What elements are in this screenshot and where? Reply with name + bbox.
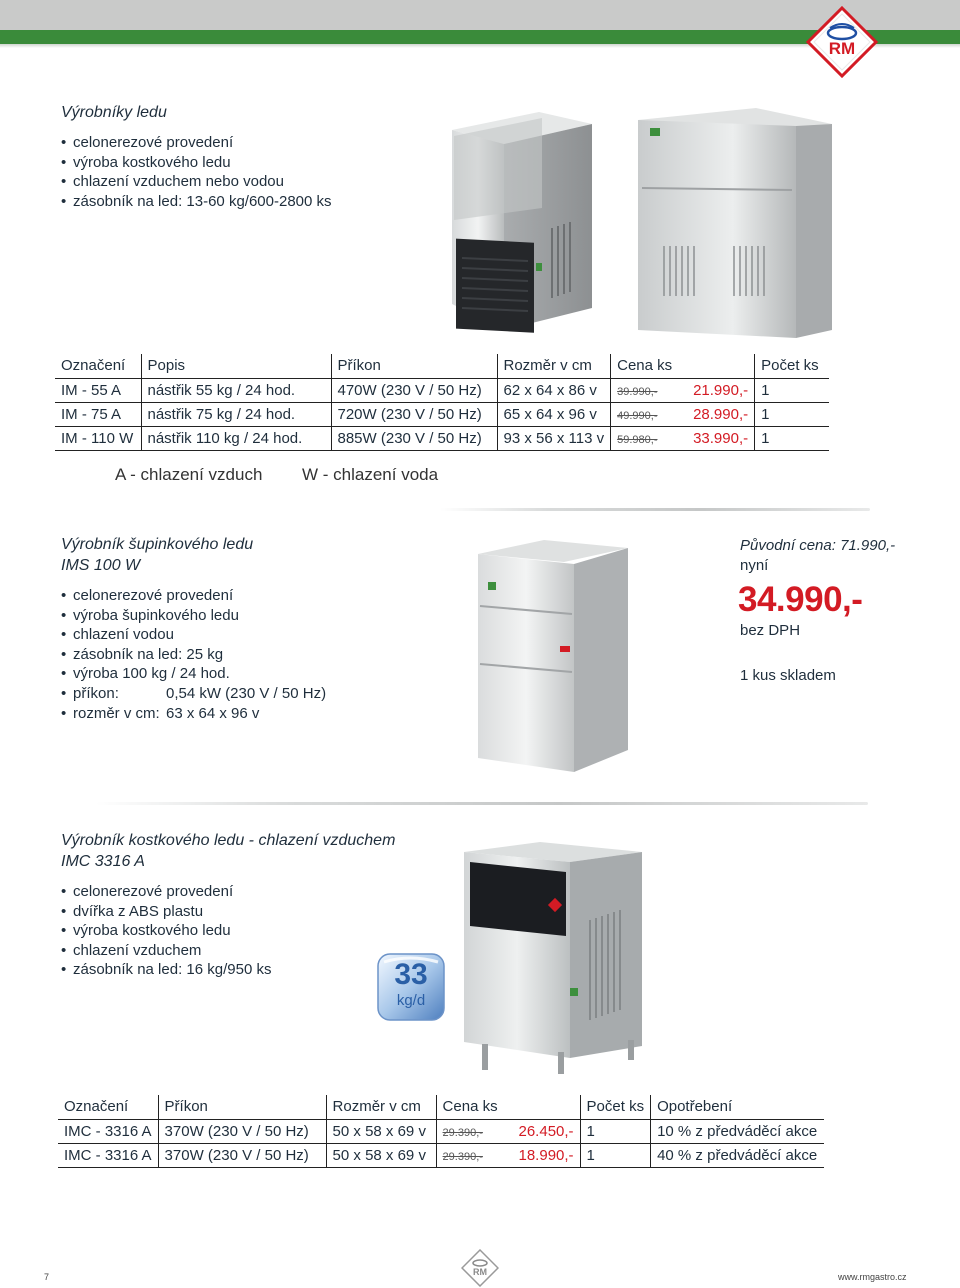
vat-note: bez DPH <box>740 622 801 639</box>
table-row <box>58 1143 824 1167</box>
table-header-cell: Počet ks <box>580 1095 651 1119</box>
power-label: příkon: <box>73 684 119 702</box>
section3-bullet: • dvířka z ABS plastu <box>61 902 271 922</box>
stock-status: 1 kus skladem <box>740 667 836 684</box>
section1-bullet: • zásobník na led: 13-60 kg/600-2800 ks <box>61 192 332 212</box>
table-header-cell: Popis <box>141 354 331 378</box>
section1-bullet: • chlazení vzduchem nebo vodou <box>61 172 332 192</box>
logo-text: RM <box>828 39 856 58</box>
section2-bullet <box>61 684 326 704</box>
new-price: 26.450,- <box>518 1122 574 1140</box>
cube-ice-maker-image <box>460 840 646 1076</box>
product-power: 470W (230 V / 50 Hz) <box>331 378 497 402</box>
section1-bullet: • celonerezové provedení <box>61 133 332 153</box>
original-price-block <box>740 536 900 576</box>
section1-bullet: • výroba kostkového ledu <box>61 153 332 173</box>
section2-bullet: • chlazení vodou <box>61 625 326 645</box>
price-cell <box>611 402 755 426</box>
table-header-cell: Cena ks <box>436 1095 580 1119</box>
product-code: IMC - 3316 A <box>58 1143 158 1167</box>
section2-title: Výrobník šupinkového ledu <box>61 536 254 553</box>
table-header-cell: Označení <box>58 1095 158 1119</box>
section3-bullet: • zásobník na led: 16 kg/950 ks <box>61 960 271 980</box>
section3-model: IMC 3316 A <box>61 853 145 870</box>
section2-model: IMS 100 W <box>61 557 141 574</box>
table-header-cell: Příkon <box>331 354 497 378</box>
table-header-cell: Opotřebení <box>657 1098 733 1116</box>
table-header-cell: Rozměr v cm <box>497 354 611 378</box>
product-power: 370W (230 V / 50 Hz) <box>158 1143 326 1167</box>
original-price: Původní cena: 71.990,- <box>740 537 896 554</box>
section3-bullet: • celonerezové provedení <box>61 882 271 902</box>
price-cell <box>611 378 755 402</box>
old-price: 39.990,- <box>617 385 658 398</box>
quantity: 1 <box>580 1119 651 1143</box>
section1-bullets <box>61 133 332 211</box>
table-row <box>58 1119 824 1143</box>
sale-price: 34.990,- <box>738 580 863 619</box>
table-header-cell: Cena ks <box>611 354 755 378</box>
ice-capacity-badge <box>372 948 450 1026</box>
old-price: 29.390,- <box>442 1150 483 1163</box>
section2-bullet: • výroba šupinkového ledu <box>61 606 326 626</box>
product-description: nástřik 55 kg / 24 hod. <box>141 378 331 402</box>
price-cell <box>436 1143 580 1167</box>
footer-logo-text: RM <box>473 1267 487 1277</box>
flake-ice-maker-image <box>474 538 630 774</box>
section3-bullet: • výroba kostkového ledu <box>61 921 271 941</box>
size-value: 63 x 64 x 96 v <box>166 704 260 722</box>
ice-maker-large-image <box>636 106 834 341</box>
section2-bullet: • výroba 100 kg / 24 hod. <box>61 664 326 684</box>
section1-title: Výrobníky ledu <box>61 104 167 121</box>
new-price: 21.990,- <box>693 381 749 399</box>
section2-bullet: • zásobník na led: 25 kg <box>61 645 326 665</box>
table-header-row <box>55 354 829 378</box>
product-code: IM - 110 W <box>55 426 141 450</box>
power-value: 0,54 kW (230 V / 50 Hz) <box>166 684 327 702</box>
table-row <box>55 378 829 402</box>
table-header-cell: Příkon <box>158 1095 326 1119</box>
quantity: 1 <box>761 429 770 447</box>
quantity: 1 <box>580 1143 651 1167</box>
product-size: 50 x 58 x 69 v <box>326 1119 436 1143</box>
page-number: 7 <box>44 1272 50 1282</box>
ice-maker-small-image <box>444 108 594 333</box>
table-row <box>55 402 829 426</box>
footer-website: www.rmgastro.cz <box>838 1272 907 1282</box>
product-size: 65 x 64 x 96 v <box>497 402 611 426</box>
product-code: IM - 55 A <box>55 378 141 402</box>
legend-air-cooling: A - chlazení vzduch <box>115 465 263 484</box>
size-label: rozměr v cm: <box>73 704 160 722</box>
price-cell <box>436 1119 580 1143</box>
quantity: 1 <box>761 405 770 423</box>
new-price: 18.990,- <box>518 1146 574 1164</box>
table-header-cell: Počet ks <box>761 357 819 375</box>
price-table-1 <box>55 354 829 451</box>
price-table-2 <box>58 1095 824 1168</box>
table-header-row <box>58 1095 824 1119</box>
legend-water-cooling: W - chlazení voda <box>302 465 439 484</box>
new-price: 28.990,- <box>693 405 749 423</box>
section-divider <box>440 508 870 511</box>
now-label: nyní <box>740 557 769 574</box>
quantity: 1 <box>761 381 770 399</box>
ice-unit: kg/d <box>396 992 426 1009</box>
product-power: 370W (230 V / 50 Hz) <box>158 1119 326 1143</box>
footer-rm-logo <box>461 1249 499 1287</box>
section2-bullet <box>61 704 326 724</box>
old-price: 49.990,- <box>617 409 658 422</box>
section3-bullets <box>61 882 271 980</box>
old-price: 59.980,- <box>617 433 658 446</box>
section2-bullets <box>61 586 326 723</box>
product-size: 50 x 58 x 69 v <box>326 1143 436 1167</box>
product-size: 62 x 64 x 86 v <box>497 378 611 402</box>
product-size: 93 x 56 x 113 v <box>497 426 611 450</box>
rm-logo <box>806 6 878 78</box>
table-row <box>55 426 829 450</box>
section3-bullet: • chlazení vzduchem <box>61 941 271 961</box>
product-power: 885W (230 V / 50 Hz) <box>331 426 497 450</box>
product-description: nástřik 110 kg / 24 hod. <box>141 426 331 450</box>
table-header-cell: Rozměr v cm <box>326 1095 436 1119</box>
section-divider <box>96 802 868 805</box>
product-power: 720W (230 V / 50 Hz) <box>331 402 497 426</box>
product-code: IM - 75 A <box>55 402 141 426</box>
new-price: 33.990,- <box>693 429 749 447</box>
wear-level: 10 % z předváděcí akce <box>657 1122 818 1140</box>
ice-number: 33 <box>394 958 428 991</box>
old-price: 29.390,- <box>442 1126 483 1139</box>
section2-bullet: • celonerezové provedení <box>61 586 326 606</box>
table-header-cell: Označení <box>55 354 141 378</box>
wear-level: 40 % z předváděcí akce <box>657 1146 818 1164</box>
product-description: nástřik 75 kg / 24 hod. <box>141 402 331 426</box>
section3-title: Výrobník kostkového ledu - chlazení vzduchem <box>61 832 396 849</box>
product-code: IMC - 3316 A <box>58 1119 158 1143</box>
price-cell <box>611 426 755 450</box>
